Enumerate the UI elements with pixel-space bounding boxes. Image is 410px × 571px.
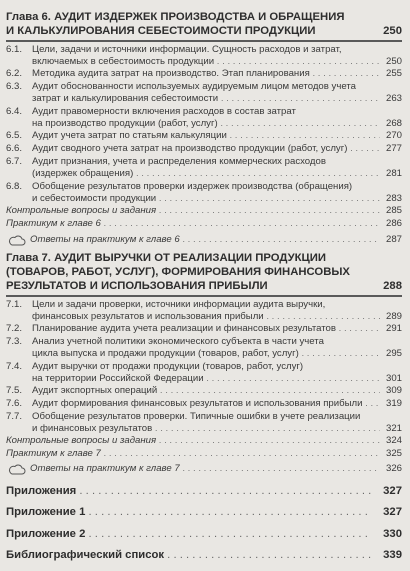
practicum-label: Практикум к главе 7 . . . <box>6 448 380 460</box>
entry-title <box>32 106 380 130</box>
appendix-1-page: 327 <box>383 506 402 518</box>
entry-number: 6.2. <box>6 68 23 79</box>
entry-page: 281 <box>385 168 402 179</box>
entry-page: 301 <box>385 373 402 384</box>
answers-entry <box>6 462 402 476</box>
cloud-icon <box>8 234 26 246</box>
control-questions-entry <box>6 435 402 447</box>
entry-number: 6.6. <box>6 143 23 154</box>
entry-title <box>32 385 380 397</box>
toc-entry <box>6 81 402 105</box>
entry-title <box>32 68 380 80</box>
entry-page: 321 <box>385 423 402 434</box>
entry-page: 268 <box>385 118 402 129</box>
entry-page: 250 <box>385 56 402 67</box>
entry-number: 7.5. <box>6 385 23 396</box>
entry-page: 283 <box>385 193 402 204</box>
entry-title <box>32 156 380 180</box>
practicum-entry <box>6 218 402 230</box>
toc-entry <box>6 323 402 335</box>
practicum-page: 325 <box>385 448 402 459</box>
answers-label: Ответы на практикум к главе 7 . . . <box>30 462 380 476</box>
entry-line: Аудит экспортных операций . . . <box>32 385 380 397</box>
toc-entry <box>6 130 402 142</box>
control-questions-label: Контрольные вопросы и задания . . . <box>6 435 380 447</box>
toc-entry <box>6 299 402 323</box>
toc-entry <box>6 143 402 155</box>
entry-line: затрат и калькулирования себестоимости . . . <box>32 93 380 105</box>
answers-label: Ответы на практикум к главе 6 . . . <box>30 233 380 247</box>
entry-number: 7.2. <box>6 323 23 334</box>
entry-number: 7.7. <box>6 411 23 422</box>
entry-page: 289 <box>385 311 402 322</box>
appendix-1-entry <box>6 505 402 519</box>
practicum-page: 286 <box>385 218 402 229</box>
entry-line: и финансовых результатов . . . <box>32 423 380 435</box>
entry-line: финансовых результатов и использования прибыли . . . <box>32 311 380 323</box>
chapter-7-divider <box>6 295 402 297</box>
entry-page: 277 <box>385 143 402 154</box>
appendix-2-entry <box>6 527 402 541</box>
entry-page: 319 <box>385 398 402 409</box>
entry-line: Цели, задачи и источники информации. Сущность расходов и затрат, <box>32 44 342 55</box>
chapter-6-heading <box>6 10 402 38</box>
entry-title <box>32 181 380 205</box>
chapter-7-title-line1: Глава 7. АУДИТ ВЫРУЧКИ ОТ РЕАЛИЗАЦИИ ПРОДУКЦИИ <box>6 252 327 264</box>
entry-line: Аудит учета затрат по статьям калькуляции . . . <box>32 130 380 142</box>
entry-title <box>32 143 380 155</box>
entry-title <box>32 411 380 435</box>
appendices-entry <box>6 484 402 498</box>
toc-entry <box>6 181 402 205</box>
entry-page: 263 <box>385 93 402 104</box>
entry-line: на территории Российской Федерации . . . <box>32 373 380 385</box>
chapter-7-title-line2: (ТОВАРОВ, РАБОТ, УСЛУГ), ФОРМИРОВАНИЯ ФИНАНСОВЫХ <box>6 266 350 278</box>
practicum-entry <box>6 448 402 460</box>
entry-title <box>32 44 380 68</box>
entry-title <box>32 336 380 360</box>
entry-line: Аудит формирования финансовых результатов и использования прибыли . . . <box>32 398 380 410</box>
toc-entry <box>6 106 402 130</box>
entry-line: на производство продукции (работ, услуг) . . . <box>32 118 380 130</box>
toc-entry <box>6 361 402 385</box>
chapter-7-title-line3: РЕЗУЛЬТАТОВ И ИСПОЛЬЗОВАНИЯ ПРИБЫЛИ <box>6 280 268 292</box>
entry-page: 291 <box>385 323 402 334</box>
entry-page: 255 <box>385 68 402 79</box>
answers-page: 326 <box>385 463 402 474</box>
appendix-2-page: 330 <box>383 528 402 540</box>
chapter-6-title-line1: Глава 6. АУДИТ ИЗДЕРЖЕК ПРОИЗВОДСТВА И ОБРАЩЕНИЯ <box>6 11 345 23</box>
cloud-icon <box>8 463 26 475</box>
chapter-6-title-line2: И КАЛЬКУЛИРОВАНИЯ СЕБЕСТОИМОСТИ ПРОДУКЦИИ <box>6 25 316 37</box>
entry-page: 309 <box>385 385 402 396</box>
control-questions-label: Контрольные вопросы и задания . . . <box>6 205 380 217</box>
chapter-7-heading <box>6 251 402 293</box>
appendices-label: Приложения . . . <box>6 484 372 498</box>
entry-line: включаемых в себестоимость продукции . . . <box>32 56 380 68</box>
entry-line: Аудит правомерности включения расходов в состав затрат <box>32 106 296 117</box>
entry-title <box>32 361 380 385</box>
entry-line: Методика аудита затрат на производство. Этап планирования . . . <box>32 68 380 80</box>
entry-number: 6.8. <box>6 181 23 192</box>
entry-line: Аудит обоснованности используемых аудируемым лицом методов учета <box>32 81 356 92</box>
appendices-page: 327 <box>383 485 402 497</box>
entry-line: цикла выпуска и продажи продукции (товаров, работ, услуг) . . . <box>32 348 380 360</box>
control-questions-entry <box>6 205 402 217</box>
entry-title <box>32 130 380 142</box>
entry-line: Анализ учетной политики экономического субъекта в части учета <box>32 336 324 347</box>
entry-number: 6.5. <box>6 130 23 141</box>
bibliography-page: 339 <box>383 549 402 561</box>
entry-line: Аудит сводного учета затрат на производство продукции (работ, услуг) . . . <box>32 143 380 155</box>
entry-number: 7.6. <box>6 398 23 409</box>
entry-number: 6.3. <box>6 81 23 92</box>
entry-number: 6.7. <box>6 156 23 167</box>
control-questions-page: 285 <box>385 205 402 216</box>
practicum-label: Практикум к главе 6 . . . <box>6 218 380 230</box>
entry-number: 6.4. <box>6 106 23 117</box>
entry-page: 295 <box>385 348 402 359</box>
entry-line: и себестоимости продукции . . . <box>32 193 380 205</box>
toc-entry <box>6 68 402 80</box>
chapter-7-page: 288 <box>383 280 402 292</box>
appendix-1-label: Приложение 1 . . . <box>6 505 372 519</box>
chapter-6-page: 250 <box>383 25 402 37</box>
entry-number: 7.3. <box>6 336 23 347</box>
entry-title <box>32 81 380 105</box>
bibliography-entry <box>6 548 402 562</box>
entry-line: (издержек обращения) . . . <box>32 168 380 180</box>
answers-page: 287 <box>385 234 402 245</box>
entry-line: Аудит выручки от продажи продукции (товаров, работ, услуг) <box>32 361 304 372</box>
entry-number: 7.4. <box>6 361 23 372</box>
entry-number: 7.1. <box>6 299 23 310</box>
bibliography-label: Библиографический список . . . <box>6 548 372 562</box>
entry-line: Обобщение результатов проверки. Типичные ошибки в учете реализации <box>32 411 361 422</box>
toc-entry <box>6 156 402 180</box>
entry-title <box>32 398 380 410</box>
entry-title <box>32 323 380 335</box>
appendix-2-label: Приложение 2 . . . <box>6 527 372 541</box>
answers-entry <box>6 233 402 247</box>
entry-line: Аудит признания, учета и распределения коммерческих расходов <box>32 156 326 167</box>
entry-line: Обобщение результатов проверки издержек производства (обращения) <box>32 181 353 192</box>
entry-title <box>32 299 380 323</box>
entry-line: Цели и задачи проверки, источники информации аудита выручки, <box>32 299 326 310</box>
toc-entry <box>6 44 402 68</box>
entry-page: 270 <box>385 130 402 141</box>
control-questions-page: 324 <box>385 435 402 446</box>
chapter-6-divider <box>6 40 402 42</box>
toc-entry <box>6 385 402 397</box>
toc-entry <box>6 398 402 410</box>
entry-number: 6.1. <box>6 44 23 55</box>
toc-entry <box>6 411 402 435</box>
toc-entry <box>6 336 402 360</box>
entry-line: Планирование аудита учета реализации и финансовых результатов . . . <box>32 323 380 335</box>
